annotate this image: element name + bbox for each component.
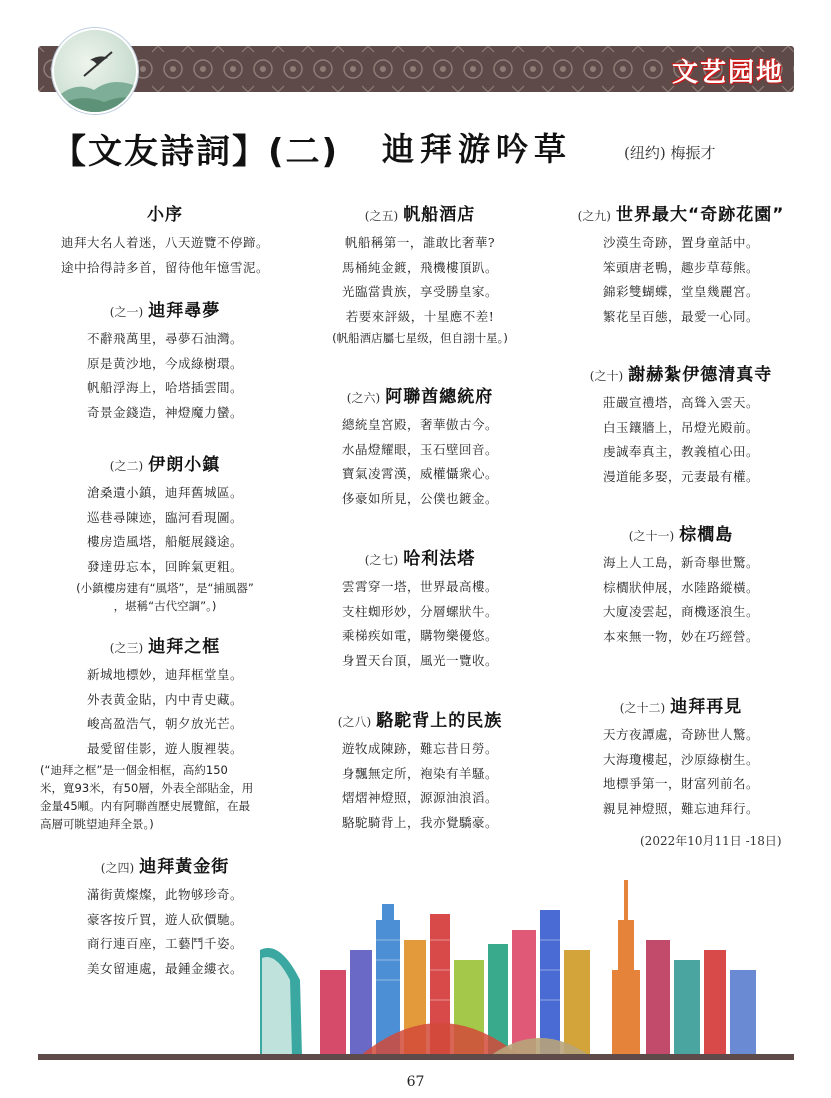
poem-line: 漫道能多娶，元妻最有權。 (602, 468, 759, 484)
date-range: (2022年10月11日 -18日) (640, 834, 782, 848)
poem-line: 帆船稱第一，誰敢比奢華? (344, 235, 496, 250)
poem-line: 莊嚴宣禮塔，高聳入雲天。 (602, 395, 759, 410)
poem-number: (之一) (109, 305, 144, 319)
poem-title: 帆船酒店 (403, 205, 476, 225)
poem-number: (之四) (100, 861, 135, 875)
poem-number: (之六) (346, 391, 381, 405)
poem-title: 駱駝背上的民族 (376, 711, 503, 731)
poem-note: (小鎮樓房建有“風塔”，是“捕風器” (76, 581, 254, 595)
poem-title: 小序 (147, 205, 183, 225)
poem-7 (300, 544, 540, 673)
poem-line: 峻高盈浩气，朝夕放光芒。 (86, 716, 243, 731)
poem-line: 棕櫚狀伸展，水陸路縱橫。 (602, 579, 759, 595)
poem-title: 棕櫚島 (679, 525, 734, 545)
poem-title: 謝赫紮伊德清真寺 (628, 365, 773, 385)
poem-11 (556, 520, 806, 649)
poem-line: 美女留連處，最鍾金縷衣。 (86, 960, 243, 976)
poem-line: 寶氣凌霄漢，威權懾衆心。 (341, 466, 498, 481)
poem-title: 哈利法塔 (403, 549, 476, 569)
poem-1 (40, 296, 290, 425)
poem-number: (之三) (109, 641, 144, 655)
page-number: 67 (406, 1074, 425, 1090)
poem-title: 世界最大“奇跡花園” (616, 205, 785, 225)
poem-line: 樓房造風塔，船艇展錢途。 (86, 534, 243, 549)
poem-6 (300, 382, 540, 511)
poem-line: 最愛留佳影，遊人腹裡裝。 (86, 740, 243, 756)
poem-line: 巡巷尋陳迹，臨河看現圖。 (86, 509, 243, 525)
poem-note: ，堪稱“古代空調”。) (113, 599, 217, 613)
poem-line: 海上人工島，新奇舉世驚。 (602, 555, 759, 570)
author-byline: (纽约) 梅振才 (624, 144, 716, 162)
poem-2 (40, 450, 290, 615)
poem-number: (之五) (364, 209, 399, 223)
poem-note: 金量45噸。内有阿聯酋歷史展覽館，在最 (40, 799, 251, 813)
poem-line: 原是黄沙地，今成綠樹環。 (86, 355, 243, 371)
poem-note: 米，寬93米，有50層，外表全部貼金，用 (40, 781, 254, 795)
poem-line: 熠熠神燈照，源源油浪滔。 (341, 790, 498, 805)
poem-line: 外表黄金貼，内中青史藏。 (86, 691, 243, 707)
poem-line: 滿街黄燦燦，此物够珍奇。 (86, 887, 243, 902)
poem-number: (之十二) (619, 701, 666, 715)
poem-number: (之十一) (628, 529, 675, 543)
poem-line: 繁花呈百態，最愛一心同。 (602, 308, 759, 324)
poem-title: 迪拜之框 (148, 637, 221, 657)
poem-line: 發達毋忘本，回眸氣更粗。 (86, 558, 243, 574)
poem-number: (之二) (109, 459, 144, 473)
poem-preface (40, 200, 290, 280)
poem-line: 帆船浮海上，哈塔插雲間。 (86, 380, 243, 395)
poem-line: 水晶燈耀眼，玉石壁回音。 (341, 441, 498, 457)
poem-8 (300, 706, 540, 835)
header-banner (38, 46, 794, 92)
poem-number: (之九) (577, 209, 611, 223)
page-subtitle: 迪拜游吟草 (382, 130, 573, 168)
swallow-emblem-icon (52, 28, 138, 114)
poem-line: 天方夜譚處，奇跡世人驚。 (602, 727, 759, 742)
poem-title: 迪拜尋夢 (148, 301, 221, 321)
poem-line: 若要來評級，十星應不差! (345, 308, 495, 324)
poem-line: 虔誠奉真主，教義植心田。 (602, 444, 759, 459)
poem-line: 奇景金錢造，神燈魔力蠻。 (86, 404, 243, 420)
poem-number: (之八) (337, 715, 372, 729)
poem-line: 身飄無定所，袍染有羊騷。 (341, 765, 498, 781)
poem-line: 沙漠生奇跡，置身童話中。 (602, 235, 759, 250)
poem-line: 雲霄穿一塔，世界最高樓。 (341, 579, 498, 594)
poem-line: 侈豪如所見，公僕也鍍金。 (341, 490, 498, 506)
article-title (52, 124, 792, 176)
poem-5 (300, 200, 540, 347)
poem-line: 新城地標妙，迪拜框堂皇。 (86, 667, 243, 682)
poem-10 (556, 360, 806, 489)
poem-line: 支柱蜘形妙，分層螺狀牛。 (341, 603, 498, 619)
poem-note: (“迪拜之框”是一個金相框，高約150 (40, 763, 228, 777)
poem-title: 阿聯酋總統府 (385, 387, 494, 407)
poem-number: (之七) (364, 553, 399, 567)
poem-line: 迪拜大名人着迷，八天遊覽不停蹄。 (60, 235, 269, 250)
poem-line: 豪客按斤買，遊人砍價馳。 (86, 911, 243, 927)
footer-bar (38, 1054, 794, 1060)
poem-title: 迪拜黃金街 (139, 857, 230, 877)
section-label: 文艺园地 (671, 58, 784, 88)
poem-title: 伊朗小鎮 (148, 455, 221, 475)
poem-line: 駱駝騎背上，我亦覺驕豪。 (341, 814, 498, 830)
poem-note: 高層可眺望迪拜全景。) (40, 817, 154, 831)
poem-note: (帆船酒店屬七星级，但自詡十星。) (332, 331, 508, 345)
poem-line: 本來無一物，妙在巧經營。 (602, 628, 759, 644)
poem-line: 地標爭第一，財富列前名。 (602, 776, 759, 791)
poem-line: 馬桶純金鍍，飛機樓頂趴。 (341, 259, 498, 275)
poem-line: 白玉鑲牆上，吊燈光殿前。 (602, 419, 759, 435)
poem-line: 滄桑遺小鎮，迪拜舊城區。 (86, 485, 243, 500)
poem-line: 錦彩雙蝴蝶，堂皇幾麗宮。 (602, 284, 759, 299)
page-title: 【文友詩詞】(二) (52, 132, 340, 172)
poem-line: 總統皇宮殿，奢華傲古今。 (341, 417, 498, 432)
poem-line: 光臨當貴族，享受勝皇家。 (341, 284, 498, 299)
poem-line: 大廈凌雲起，商機逐浪生。 (602, 604, 759, 619)
poem-9 (556, 200, 806, 329)
poem-line: 遊牧成陳跡，難忘昔日勞。 (341, 741, 498, 756)
poem-line: 大海瓊樓起，沙原綠樹生。 (602, 751, 759, 767)
poem-line: 身置天台頂，風光一覽收。 (341, 652, 498, 668)
poem-number: (之十) (589, 369, 624, 383)
poem-3 (40, 632, 290, 833)
poem-line: 乘梯疾如電，購物樂優悠。 (341, 628, 498, 643)
poem-12 (556, 692, 806, 821)
poem-title: 迪拜再見 (670, 697, 743, 717)
poem-line: 笨頭唐老鴨，趣步草莓熊。 (602, 259, 759, 275)
poem-line: 商行連百座，工藝鬥千姿。 (86, 936, 243, 951)
dubai-skyline-illustration (240, 880, 800, 1056)
poem-line: 不辭飛萬里，尋夢石油灣。 (86, 331, 243, 346)
poem-line: 親見神燈照，難忘迪拜行。 (602, 800, 759, 816)
poem-line: 途中拾得詩多首，留待他年憶雪泥。 (60, 259, 269, 275)
